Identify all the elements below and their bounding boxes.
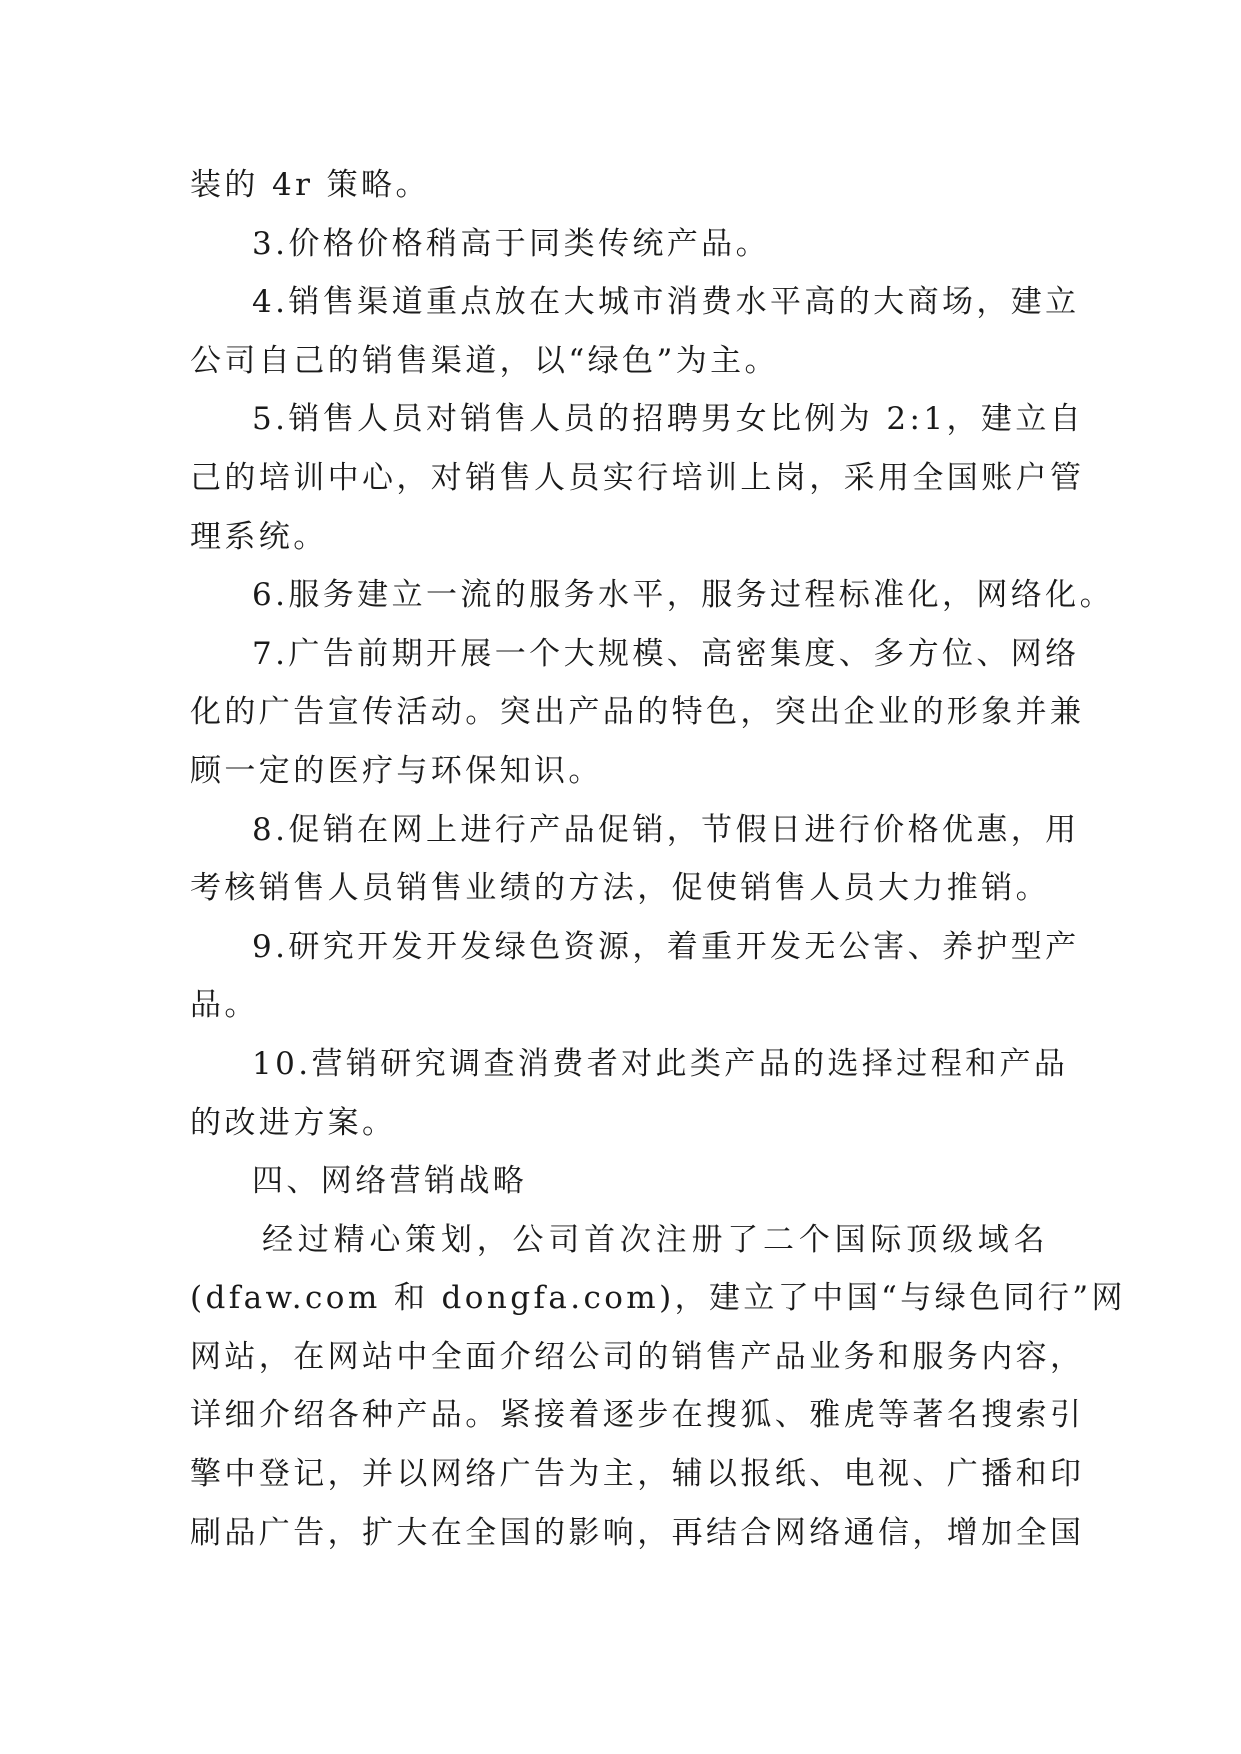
text-line: 理系统。 — [190, 518, 328, 555]
document-body — [190, 156, 1126, 1562]
paragraph-line: (dfaw.com 和 dongfa.com)，建立了中国“与绿色同行”网 — [190, 1280, 1126, 1317]
list-item-4-channel: 4.销售渠道重点放在大城市消费水平高的大商场，建立 — [252, 284, 1080, 321]
section-heading: 四、网络营销战略 — [252, 1163, 528, 1200]
paragraph-line: 擎中登记，并以网络广告为主，辅以报纸、电视、广播和印 — [190, 1456, 1085, 1493]
text-line: 顾一定的医疗与环保知识。 — [190, 752, 603, 789]
text-line: 品。 — [190, 987, 259, 1024]
list-item-8-promotion: 8.促销在网上进行产品促销，节假日进行价格优惠，用 — [252, 811, 1080, 848]
text-line: 装的 4r 策略。 — [190, 167, 430, 203]
list-item-3-price: 3.价格价格稍高于同类传统产品。 — [252, 225, 770, 262]
paragraph-line: 经过精心策划，公司首次注册了二个国际顶级域名 — [262, 1221, 1048, 1258]
text-line: 公司自己的销售渠道，以“绿色”为主。 — [190, 342, 779, 379]
list-item-7-ads: 7.广告前期开展一个大规模、高密集度、多方位、网络 — [252, 635, 1080, 672]
text-line: 化的广告宣传活动。突出产品的特色，突出企业的形象并兼 — [190, 694, 1085, 731]
list-item-5-staff: 5.销售人员对销售人员的招聘男女比例为 2:1，建立自 — [252, 401, 1085, 438]
text-line: 己的培训中心，对销售人员实行培训上岗，采用全国账户管 — [190, 459, 1085, 496]
text-line: 的改进方案。 — [190, 1104, 397, 1141]
paragraph-line: 网站，在网站中全面介绍公司的销售产品业务和服务内容， — [190, 1338, 1085, 1375]
text-line: 考核销售人员销售业绩的方法，促使销售人员大力推销。 — [190, 870, 1050, 907]
list-item-10-research: 10.营销研究调查消费者对此类产品的选择过程和产品 — [252, 1045, 1069, 1082]
paragraph-line: 刷品广告，扩大在全国的影响，再结合网络通信，增加全国 — [190, 1514, 1085, 1551]
list-item-9-rnd: 9.研究开发开发绿色资源，着重开发无公害、养护型产 — [252, 928, 1080, 965]
list-item-6-service: 6.服务建立一流的服务水平，服务过程标准化，网络化。 — [252, 577, 1114, 614]
paragraph-line: 详细介绍各种产品。紧接着逐步在搜狐、雅虎等著名搜索引 — [190, 1397, 1085, 1434]
